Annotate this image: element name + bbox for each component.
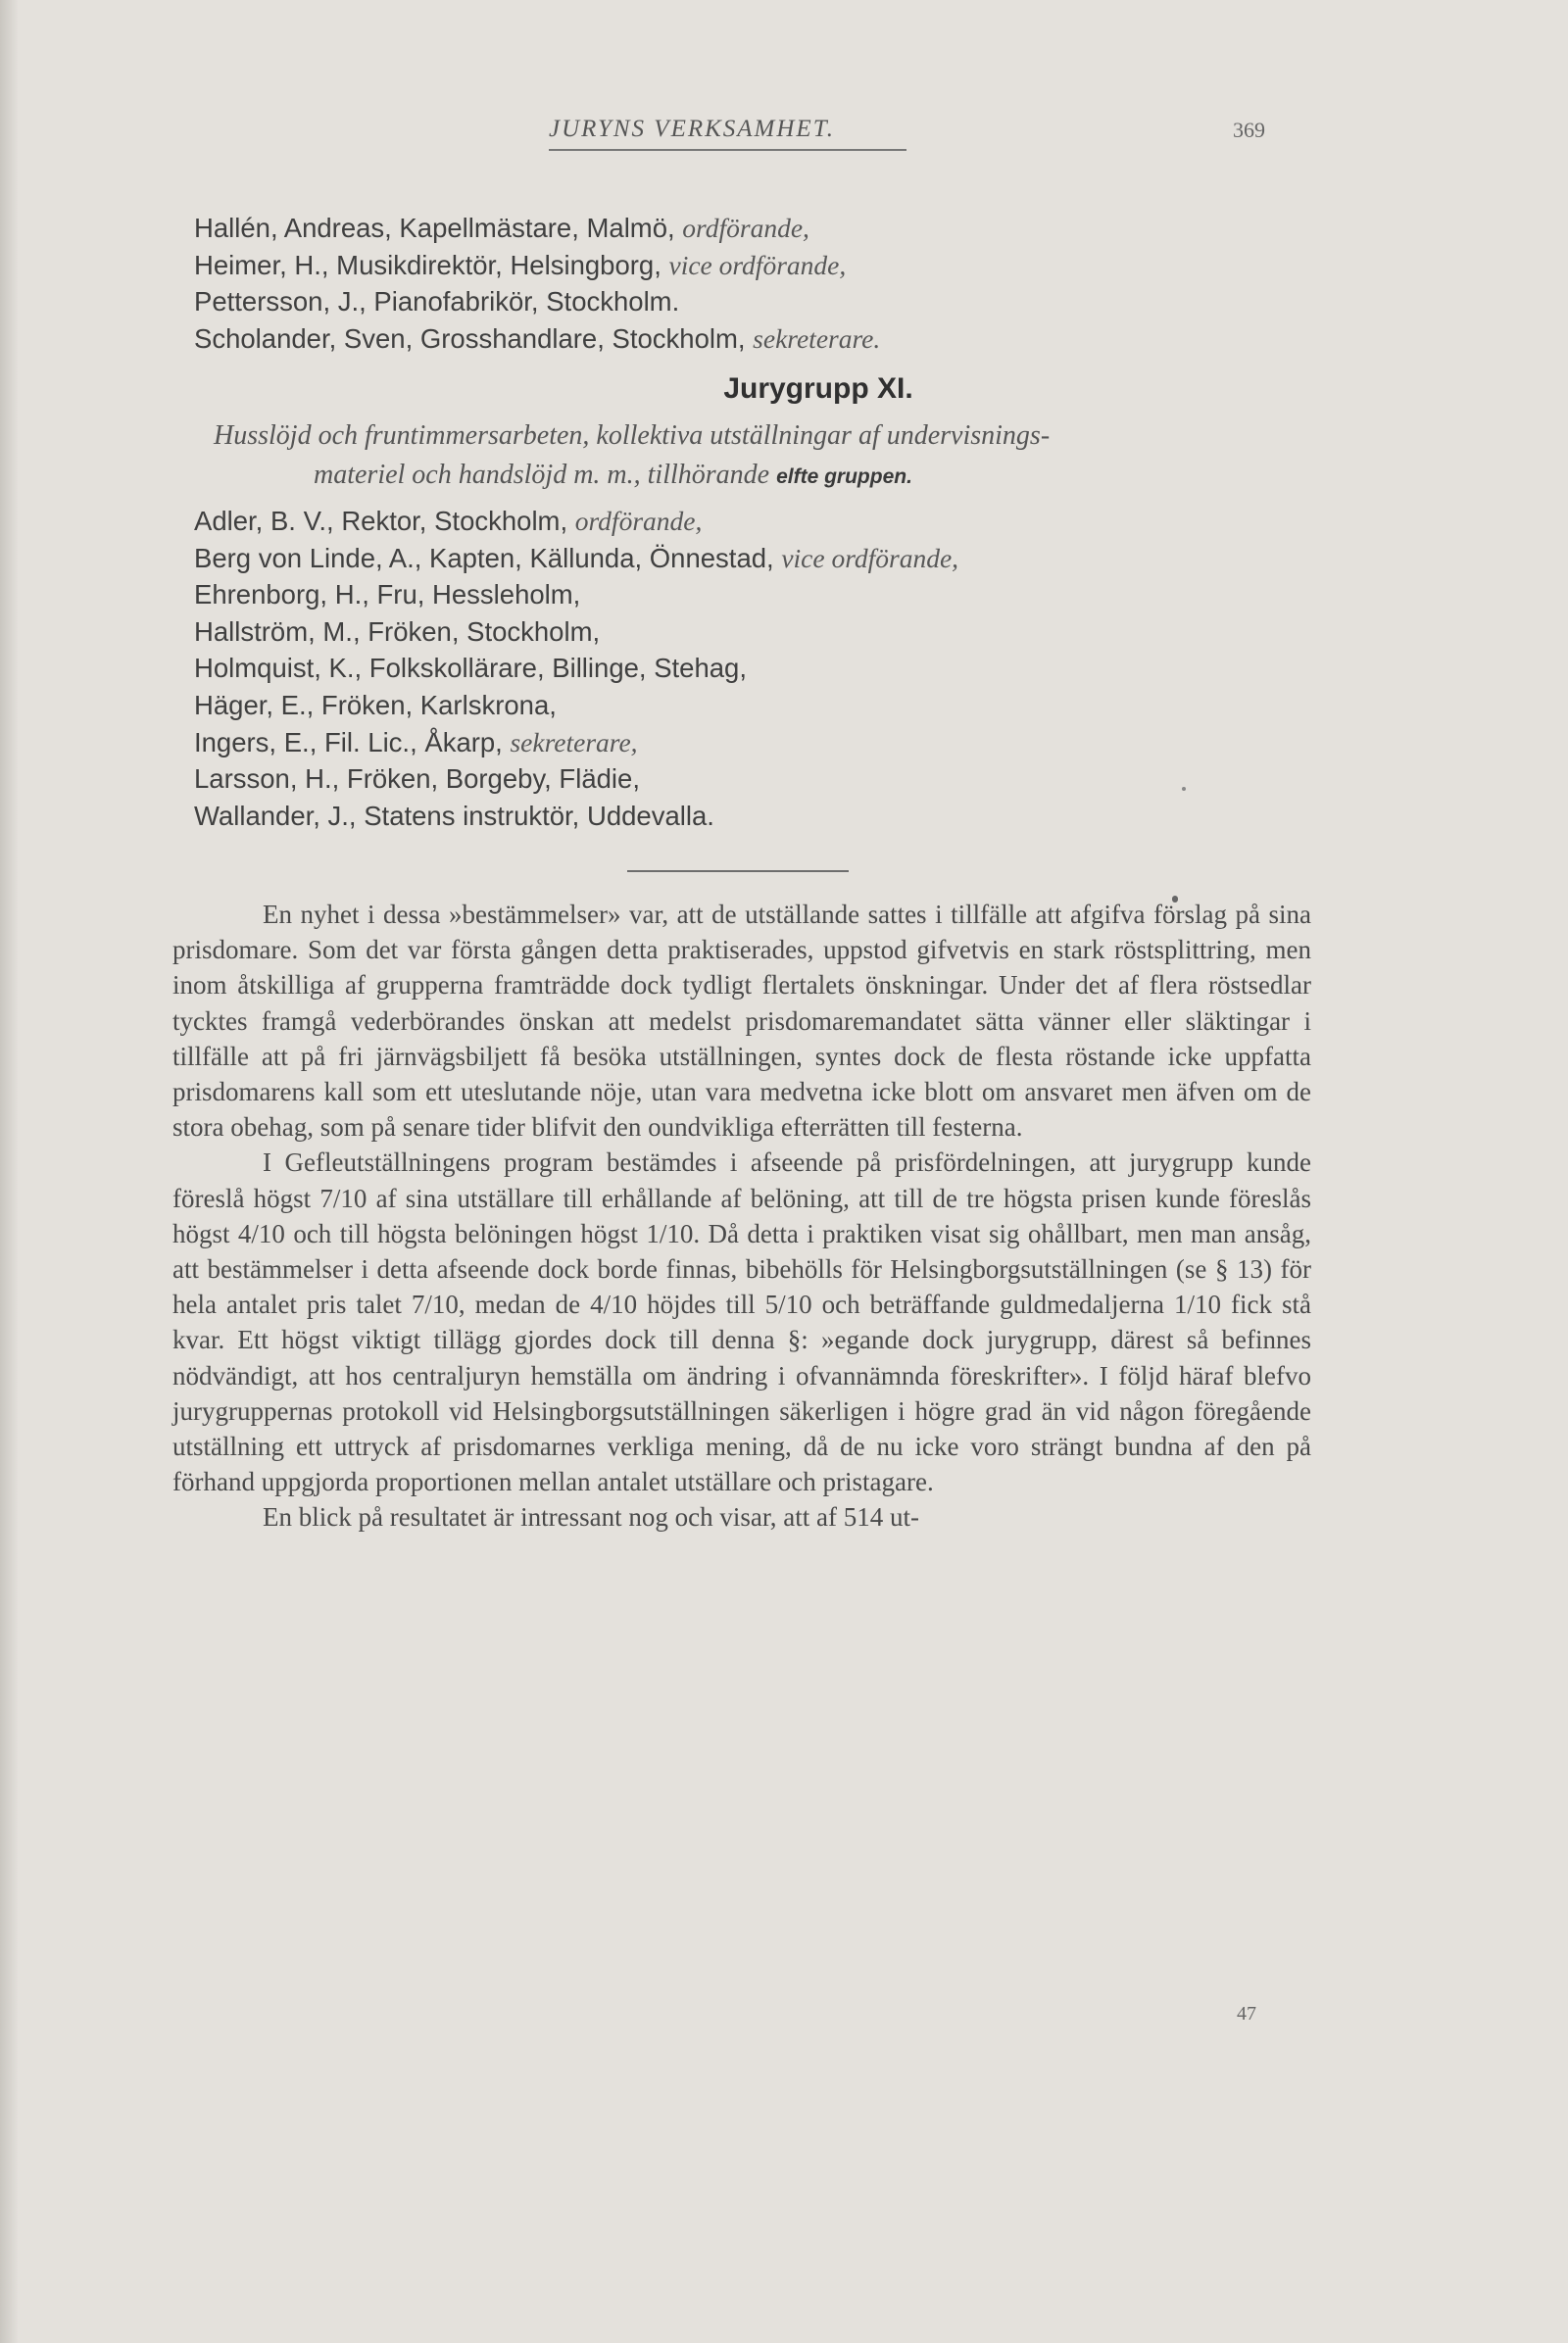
jury-member: Scholander, Sven, Grosshandlare, Stockholm, sekreterare. [194, 322, 881, 354]
jury-member: Holmquist, K., Folkskollärare, Billinge, Stehag, [194, 653, 747, 684]
jury-member: Larsson, H., Fröken, Borgeby, Flädie, [194, 763, 640, 795]
speck-mark [1182, 787, 1186, 791]
running-head-rule [549, 149, 906, 151]
page-number: 369 [1233, 118, 1265, 142]
jury-group-description [214, 416, 1390, 497]
signature-mark: 47 [1237, 2003, 1256, 2025]
jury-member: Ingers, E., Fil. Lic., Åkarp, sekreterare, [194, 726, 638, 757]
group-description-line: materiel och handslöjd m. m., tillhörande elfte gruppen. [314, 460, 912, 490]
jury-member: Berg von Linde, A., Kapten, Källunda, Önnestad, vice ordförande, [194, 542, 959, 573]
jury-member: Heimer, H., Musikdirektör, Helsingborg, vice ordförande, [194, 249, 847, 280]
paragraph: En nyhet i dessa »bestämmelser» var, att de utställande sattes i tillfälle att afgifva förslag på sina prisdomare. Som det var första gången detta praktiserades, uppstod gifvetvis en stark röstsplittring, men inom åtskilliga af grupperna framträdde dock tydligt flertalets önskningar. Under det af flera röstsedlar tycktes framgå vederbörandes önskan att medelst prisdomaremandatet sätta vänner eller släktingar i tillfälle att på fri järnvägsbiljett få besöka utställningen, syntes dock de flesta röstande icke uppfatta prisdomarens kall som ett uteslutande nöje, utan vara medvetna icke blott om ansvaret men äfven om de stora obehag, som på senare tider blifvit den oundvikliga efterrätten till festerna. [172, 900, 1311, 1143]
jury-member-list-top [194, 210, 1311, 357]
section-divider [627, 870, 849, 872]
running-title: JURYNS VERKSAMHET. [549, 116, 836, 142]
jury-member: Ehrenborg, H., Fru, Hessleholm, [194, 579, 581, 610]
body-text [172, 897, 1311, 1536]
jury-member: Pettersson, J., Pianofabrikör, Stockholm. [194, 286, 680, 317]
running-head [0, 116, 1568, 155]
paragraph: En blick på resultatet är intressant nog och visar, att af 514 ut- [263, 1502, 919, 1533]
group-description-line: Husslöjd och fruntimmersarbeten, kollektiva utställningar af undervisnings- [214, 420, 1051, 451]
jury-member: Hallström, M., Fröken, Stockholm, [194, 615, 601, 647]
jury-member: Adler, B. V., Rektor, Stockholm, ordförande, [194, 506, 703, 536]
paragraph: I Gefleutställningens program bestämdes i afseende på prisfördelningen, att jurygrupp kunde föreslå högst 7/10 af sina utställare till erhållande af belöning, att till de tre högsta prisen kunde föreslås högst 4/10 och till högsta belöningen högst 1/10. Då detta i praktiken visat sig ohållbart, men man ansåg, att bestämmelser i detta afseende dock borde finnas, bibehölls för Helsingborgsutställningen (se § 13) för hela antalet pris talet 7/10, medan de 4/10 höjdes till 5/10 och beträffande guldmedaljerna 1/10 fick stå kvar. Ett högst viktigt tillägg gjordes dock till denna §: »egande dock jurygrupp, därest så befinnes nödvändigt, att hos centraljuryn hemställa om ändring i ofvannämnda föreskrifter». I följd häraf blefvo jurygruppernas protokoll vid Helsingborgsutställningen säkerligen i högre grad än vid någon föregående utställning ett uttryck af prisdomarnes verkliga mening, då de nu icke voro strängt bundna af den på förhand uppgjorda proportionen mellan antalet utställare och pristagare. [172, 1147, 1311, 1497]
jury-member: Häger, E., Fröken, Karlskrona, [194, 689, 557, 720]
jury-member: Hallén, Andreas, Kapellmästare, Malmö, ordförande, [194, 213, 809, 243]
jury-group-heading: Jurygrupp XI. [723, 372, 913, 405]
page-spine-shadow [0, 0, 18, 2343]
jury-member: Wallander, J., Statens instruktör, Uddevalla. [194, 800, 714, 831]
jury-member-list-group [194, 503, 1311, 834]
